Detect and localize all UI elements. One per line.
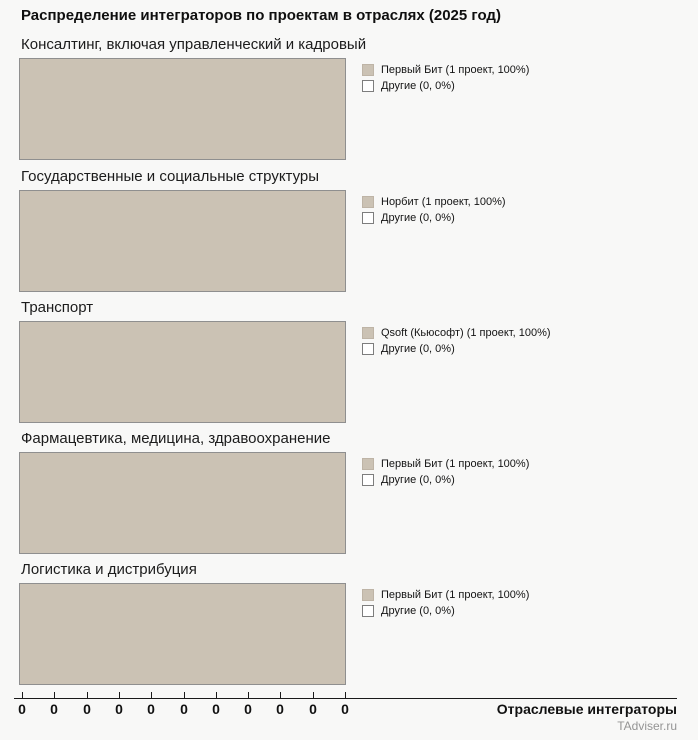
x-tick-label: 0 bbox=[309, 701, 317, 717]
legend-item bbox=[362, 474, 529, 486]
x-tick-label: 0 bbox=[180, 701, 188, 717]
x-axis-tick bbox=[280, 692, 281, 698]
section-title: Логистика и дистрибуция bbox=[21, 561, 197, 578]
legend-label: Другие (0, 0%) bbox=[381, 474, 455, 486]
legend-swatch-filled-icon bbox=[362, 458, 374, 470]
legend-government bbox=[362, 196, 506, 228]
x-axis-tick bbox=[216, 692, 217, 698]
section-title: Транспорт bbox=[21, 299, 94, 316]
legend-item bbox=[362, 327, 551, 339]
bar-pharma bbox=[19, 452, 346, 554]
x-axis-tick bbox=[119, 692, 120, 698]
section-title: Консалтинг, включая управленческий и кадровый bbox=[21, 36, 367, 53]
legend-swatch-filled-icon bbox=[362, 327, 374, 339]
legend-label: Другие (0, 0%) bbox=[381, 343, 455, 355]
bar-transport bbox=[19, 321, 346, 423]
legend-label: Норбит (1 проект, 100%) bbox=[381, 196, 506, 208]
x-axis-tick bbox=[151, 692, 152, 698]
x-axis-tick bbox=[54, 692, 55, 698]
legend-label: Первый Бит (1 проект, 100%) bbox=[381, 589, 530, 601]
bar-government bbox=[19, 190, 346, 292]
x-axis-tick bbox=[87, 692, 88, 698]
legend-pharma bbox=[362, 458, 529, 490]
x-axis-tick bbox=[345, 692, 346, 698]
x-tick-label: 0 bbox=[276, 701, 284, 717]
legend-item bbox=[362, 458, 529, 470]
x-tick-label: 0 bbox=[115, 701, 123, 717]
x-axis-tick bbox=[248, 692, 249, 698]
legend-item bbox=[362, 212, 506, 224]
section-consulting bbox=[0, 36, 698, 166]
x-tick-label: 0 bbox=[147, 701, 155, 717]
legend-swatch-empty-icon bbox=[362, 474, 374, 486]
x-tick-label: 0 bbox=[244, 701, 252, 717]
legend-swatch-empty-icon bbox=[362, 343, 374, 355]
legend-swatch-filled-icon bbox=[362, 196, 374, 208]
x-axis-tick bbox=[313, 692, 314, 698]
legend-swatch-empty-icon bbox=[362, 605, 374, 617]
legend-label: Другие (0, 0%) bbox=[381, 212, 455, 224]
legend-swatch-filled-icon bbox=[362, 64, 374, 76]
legend-swatch-filled-icon bbox=[362, 589, 374, 601]
legend-label: Другие (0, 0%) bbox=[381, 605, 455, 617]
legend-item bbox=[362, 64, 529, 76]
legend-transport bbox=[362, 327, 551, 359]
chart-title: Распределение интеграторов по проектам в отраслях (2025 год) bbox=[21, 7, 501, 24]
legend-item bbox=[362, 605, 529, 617]
x-tick-label: 0 bbox=[341, 701, 349, 717]
bar-logistics bbox=[19, 583, 346, 685]
legend-label: Qsoft (Кьюсофт) (1 проект, 100%) bbox=[381, 327, 551, 339]
section-transport bbox=[0, 299, 698, 429]
x-axis-tick bbox=[22, 692, 23, 698]
legend-swatch-empty-icon bbox=[362, 80, 374, 92]
legend-label: Другие (0, 0%) bbox=[381, 80, 455, 92]
legend-swatch-empty-icon bbox=[362, 212, 374, 224]
x-tick-label: 0 bbox=[18, 701, 26, 717]
tadviser-watermark: TAdviser.ru bbox=[617, 719, 677, 733]
bar-consulting bbox=[19, 58, 346, 160]
section-title: Фармацевтика, медицина, здравоохранение bbox=[21, 430, 331, 447]
section-government bbox=[0, 168, 698, 298]
x-tick-label: 0 bbox=[212, 701, 220, 717]
legend-logistics bbox=[362, 589, 529, 621]
x-axis-line bbox=[14, 698, 677, 699]
x-axis-tick bbox=[184, 692, 185, 698]
legend-label: Первый Бит (1 проект, 100%) bbox=[381, 458, 530, 470]
legend-item bbox=[362, 196, 506, 208]
section-pharma bbox=[0, 430, 698, 560]
legend-item bbox=[362, 80, 529, 92]
x-tick-label: 0 bbox=[83, 701, 91, 717]
x-axis-title: Отраслевые интеграторы bbox=[496, 701, 677, 717]
legend-consulting bbox=[362, 64, 529, 96]
legend-item bbox=[362, 589, 529, 601]
section-title: Государственные и социальные структуры bbox=[21, 168, 320, 185]
x-tick-label: 0 bbox=[50, 701, 58, 717]
legend-label: Первый Бит (1 проект, 100%) bbox=[381, 64, 530, 76]
legend-item bbox=[362, 343, 551, 355]
section-logistics bbox=[0, 561, 698, 691]
